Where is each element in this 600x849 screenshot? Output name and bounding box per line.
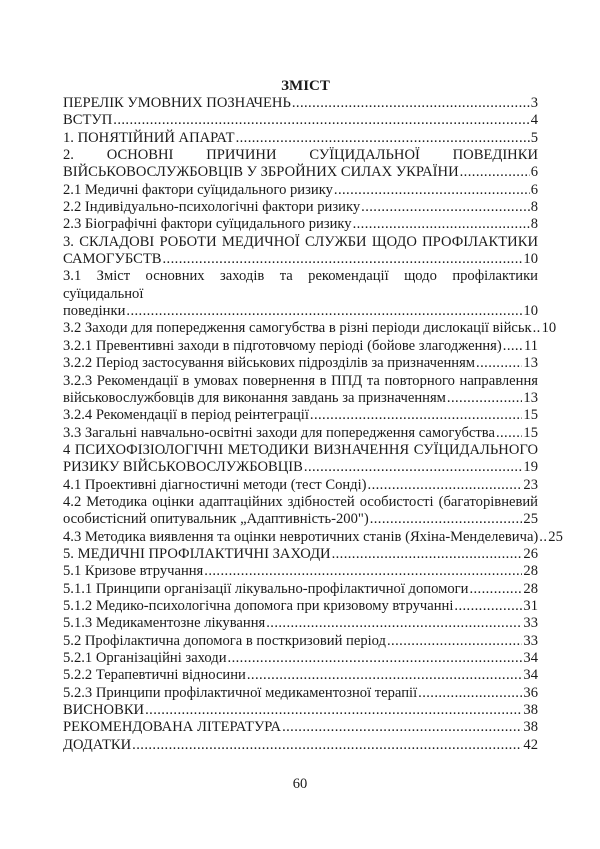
toc-entry[interactable]	[63, 373, 538, 408]
toc-entry[interactable]	[63, 234, 538, 269]
toc-entry[interactable]	[63, 528, 563, 546]
toc-entry[interactable]	[63, 407, 538, 424]
toc-entry-page-number: 13	[523, 355, 538, 372]
toc-entry-label: ВИСНОВКИ	[63, 702, 145, 719]
toc-entry-page-number: 34	[523, 667, 538, 684]
toc-entry[interactable]	[63, 338, 538, 355]
toc-entry-page-number: 13	[523, 389, 538, 406]
toc-entry-page-number: 38	[523, 719, 538, 736]
dot-leader	[353, 216, 530, 233]
toc-entry-label: 5.1.2 Медико-психологічна допомога при кризовому втручанні	[63, 597, 454, 614]
toc-entry-page-number: 33	[523, 615, 538, 632]
toc-entry-page-number: 15	[523, 407, 538, 424]
toc-entry[interactable]	[63, 702, 538, 719]
toc-entry-label-line: 3. СКЛАДОВІ РОБОТИ МЕДИЧНОЇ СЛУЖБИ ЩОДО ПРОФІЛАКТИКИ	[63, 233, 538, 250]
toc-entry-label: РИЗИКУ ВІЙСЬКОВОСЛУЖБОВЦІВ	[63, 459, 303, 476]
toc-entry-label: 3.3 Загальні навчально-освітні заходи для попередження самогубства	[63, 424, 495, 441]
dot-leader	[539, 529, 547, 546]
toc-entry-label: ПЕРЕЛІК УМОВНИХ ПОЗНАЧЕНЬ	[63, 95, 291, 111]
toc-entry-label: 5.1.3 Медикаментозне лікування	[63, 615, 266, 632]
dot-leader	[469, 581, 522, 598]
toc-entry-label: 5.2.3 Принципи профілактичної медикаментозної терапії	[63, 684, 418, 701]
dot-leader	[332, 546, 523, 563]
dot-leader	[454, 598, 522, 615]
toc-entry-label: 5. МЕДИЧНІ ПРОФІЛАКТИЧНІ ЗАХОДИ	[63, 545, 331, 562]
toc-entry-label-line: 4 ПСИХОФІЗІОЛОГІЧНІ МЕТОДИКИ ВИЗНАЧЕННЯ СУЇЦИДАЛЬНОГО	[63, 441, 538, 458]
toc-entry-label-line: 4.2 Методика оцінки адаптаційних здібностей особистості (багаторівневий	[63, 493, 538, 510]
toc-entry-label: 3.2.1 Превентивні заходи в підготовчому періоді (бойове злагодження)	[63, 337, 502, 354]
toc-entry-label: 5.1.1 Принципи організації лікувально-профілактичної допомоги	[63, 580, 469, 597]
toc-entry-page-number: 3	[530, 95, 538, 111]
toc-entry-page-number: 4	[530, 112, 538, 129]
toc-entry-page-number: 28	[523, 580, 538, 597]
toc-entry-page-number: 19	[523, 459, 538, 476]
dot-leader	[368, 477, 523, 494]
toc-entry[interactable]	[63, 685, 538, 702]
toc-entry-label: 5.2.2 Терапевтичні відносини	[63, 667, 246, 684]
toc-entry-page-number: 28	[523, 563, 538, 580]
toc-entry-page-number: 34	[523, 650, 538, 666]
toc-entry[interactable]	[63, 199, 538, 216]
toc-entry-page-number: 8	[530, 216, 538, 233]
toc-entry-label: військовослужбовців для виконання завдань за призначенням	[63, 389, 446, 406]
toc-entry[interactable]	[63, 719, 538, 736]
dot-leader	[310, 407, 523, 424]
dot-leader	[447, 390, 523, 407]
toc-entry-page-number: 38	[523, 702, 538, 719]
toc-entry[interactable]	[63, 633, 538, 650]
toc-entry-label: ВСТУП	[63, 112, 113, 129]
page-number: 60	[292, 776, 308, 792]
toc-entry-label: 3.2.2 Період застосування військових підрозділів за призначенням	[63, 355, 476, 372]
toc-entry[interactable]	[63, 650, 538, 667]
toc-entry-label: 2.1 Медичні фактори суїцидального ризику	[63, 181, 333, 198]
dot-leader	[132, 737, 522, 754]
toc-entry[interactable]	[63, 425, 538, 442]
dot-leader	[292, 95, 530, 112]
toc-entry-label: особистісний опитувальник „Адаптивність-200")	[63, 511, 369, 528]
toc-entry-label: 4.1 Проективні діагностичні методи (тест Сонді)	[63, 476, 367, 493]
dot-leader	[304, 459, 523, 476]
dot-leader	[334, 182, 530, 199]
toc-entry-page-number: 10	[523, 251, 538, 268]
dot-leader	[163, 251, 523, 268]
toc-entry[interactable]	[63, 737, 538, 754]
toc-entry[interactable]	[63, 563, 538, 580]
toc-entry-label-line: 2. ОСНОВНІ ПРИЧИНИ СУЇЦИДАЛЬНОЇ ПОВЕДІНКИ	[63, 147, 538, 164]
toc-entry-page-number: 11	[523, 337, 538, 354]
toc-entry-page-number: 42	[523, 736, 538, 753]
toc-entry[interactable]	[63, 320, 557, 337]
toc-entry-label: 5.2.1 Організаційні заходи	[63, 650, 227, 666]
dot-leader	[370, 511, 523, 528]
toc-entry[interactable]	[63, 494, 538, 529]
toc-entry[interactable]	[63, 216, 538, 233]
dot-leader	[476, 355, 522, 372]
dot-leader	[533, 320, 541, 337]
dot-leader	[113, 112, 529, 129]
toc-entry-page-number: 6	[530, 181, 538, 198]
toc-entry-page-number: 26	[523, 545, 538, 562]
toc-entry-page-number: 23	[523, 476, 538, 493]
toc-entry[interactable]	[63, 130, 538, 147]
toc-entry-label: ДОДАТКИ	[63, 736, 132, 753]
toc-entry-page-number: 36	[523, 684, 538, 701]
toc-entry-page-number: 10	[541, 320, 557, 337]
dot-leader	[126, 303, 522, 320]
toc-page	[63, 78, 563, 754]
toc-entry-label: 3.2 Заходи для попередження самогубства в різні періоди дислокації військ	[63, 320, 532, 337]
toc-entry-label: 5.1 Кризове втручання	[63, 563, 204, 580]
toc-entry-label: 1. ПОНЯТІЙНИЙ АПАРАТ	[63, 129, 235, 146]
toc-entry-page-number: 6	[530, 164, 538, 181]
toc-list	[63, 95, 563, 754]
toc-entry[interactable]	[63, 355, 538, 372]
toc-entry[interactable]	[63, 598, 538, 615]
dot-leader	[145, 702, 522, 719]
toc-entry-page-number: 25	[523, 511, 538, 528]
dot-leader	[228, 650, 523, 667]
dot-leader	[204, 563, 522, 580]
dot-leader	[361, 199, 530, 216]
toc-entry-label: поведінки	[63, 303, 126, 320]
toc-entry[interactable]	[63, 477, 538, 494]
toc-entry-page-number: 10	[523, 303, 538, 320]
toc-entry-label: 2.3 Біографічні фактори суїцидального ризику	[63, 216, 352, 233]
toc-entry-label: 2.2 Індивідуально-психологічні фактори ризику	[63, 199, 361, 216]
dot-leader	[418, 685, 522, 702]
toc-entry[interactable]	[63, 112, 538, 129]
toc-entry-page-number: 8	[530, 199, 538, 216]
toc-title: ЗМІСТ	[281, 78, 330, 94]
toc-entry-label-line: 3.2.3 Рекомендації в умовах повернення в ППД та повторного направлення	[63, 372, 538, 389]
toc-entry-label: 3.2.4 Рекомендації в період реінтеграції	[63, 407, 309, 424]
toc-entry-label: САМОГУБСТВ	[63, 251, 162, 268]
toc-entry-label: ВІЙСЬКОВОСЛУЖБОВЦІВ У ЗБРОЙНИХ СИЛАХ УКРАЇНИ	[63, 164, 459, 181]
dot-leader	[460, 164, 530, 181]
toc-entry-page-number: 33	[523, 632, 538, 649]
toc-entry-page-number: 15	[523, 424, 538, 441]
toc-entry[interactable]	[63, 268, 538, 320]
toc-entry[interactable]	[63, 667, 538, 684]
toc-entry[interactable]	[63, 546, 538, 563]
dot-leader	[247, 667, 523, 684]
dot-leader	[266, 615, 522, 632]
toc-entry[interactable]	[63, 147, 538, 182]
toc-entry[interactable]	[63, 442, 538, 477]
toc-entry-label: РЕКОМЕНДОВАНА ЛІТЕРАТУРА	[63, 719, 282, 736]
dot-leader	[503, 338, 523, 355]
toc-entry-page-number: 25	[548, 528, 563, 545]
toc-entry[interactable]	[63, 615, 538, 632]
toc-entry[interactable]	[63, 581, 538, 598]
dot-leader	[496, 425, 522, 442]
toc-entry-label: 4.3 Методика виявлення та оцінки невротичних станів (Яхіна-Менделевича)	[63, 528, 539, 545]
toc-entry-label: 5.2 Профілактична допомога в посткризовий період	[63, 632, 386, 649]
toc-entry-label-line: 3.1 Зміст основних заходів та рекомендації щодо профілактики суїцидальної	[63, 268, 538, 302]
toc-entry-page-number: 5	[530, 129, 538, 146]
toc-entry-page-number: 31	[523, 597, 538, 614]
toc-entry[interactable]	[63, 182, 538, 199]
dot-leader	[387, 633, 522, 650]
dot-leader	[282, 719, 522, 736]
toc-entry[interactable]	[63, 95, 538, 112]
dot-leader	[236, 130, 530, 147]
